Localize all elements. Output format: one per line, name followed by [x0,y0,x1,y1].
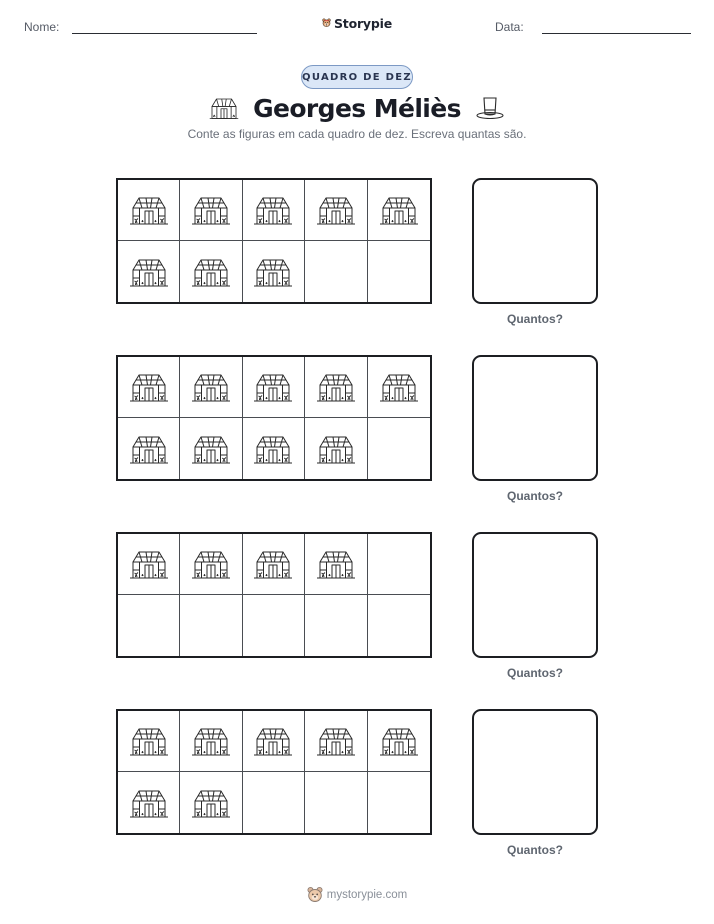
ten-frame-cell-filled [243,180,305,241]
ten-frame-cell-filled [305,180,367,241]
greenhouse-icon [316,724,356,758]
ten-frame-cell-filled [305,534,367,595]
bear-mascot-icon [307,886,323,904]
answer-box-3[interactable] [472,532,598,658]
ten-frame-cell-empty [180,595,242,656]
ten-frame-cell-filled [180,772,242,833]
ten-frame-cell-filled [368,357,430,418]
greenhouse-icon [316,370,356,404]
greenhouse-icon [129,547,169,581]
date-line[interactable] [542,33,691,34]
ten-frame-cell-filled [180,180,242,241]
ten-frame-cell-filled [243,418,305,479]
greenhouse-icon [253,255,293,289]
name-label: Nome: [24,20,60,34]
ten-frame-cell-filled [180,534,242,595]
ten-frame-cell-filled [118,418,180,479]
ten-frame-cell-filled [180,357,242,418]
ten-frame-cell-filled [118,711,180,772]
ten-frame-cell-filled [305,418,367,479]
brand-logo [322,13,392,33]
ten-frame-cell-empty [305,595,367,656]
greenhouse-icon [209,95,239,121]
greenhouse-icon [316,432,356,466]
ten-frame-2 [116,355,432,481]
brand-name: Storypie [334,15,392,31]
answer-prompt-1: Quantos? [507,312,563,326]
ten-frame-cell-filled [118,180,180,241]
greenhouse-icon [129,432,169,466]
greenhouse-icon [129,370,169,404]
answer-box-1[interactable] [472,178,598,304]
date-label: Data: [495,20,524,34]
ten-frame-1 [116,178,432,304]
ten-frame-cell-filled [243,534,305,595]
greenhouse-icon [191,786,231,820]
bear-mascot-icon [322,14,331,32]
ten-frame-4 [116,709,432,835]
greenhouse-icon [253,432,293,466]
greenhouse-icon [316,547,356,581]
ten-frame-cell-empty [305,241,367,302]
ten-frame-cell-filled [180,418,242,479]
ten-frame-cell-empty [243,595,305,656]
ten-frame-cell-empty [305,772,367,833]
ten-frame-cell-empty [368,772,430,833]
page-title: Georges Méliès [253,93,461,123]
answer-prompt-4: Quantos? [507,843,563,857]
greenhouse-icon [253,193,293,227]
greenhouse-icon [129,786,169,820]
worksheet-type-badge: QUADRO DE DEZ [301,65,413,89]
greenhouse-icon [379,370,419,404]
answer-box-2[interactable] [472,355,598,481]
greenhouse-icon [253,370,293,404]
ten-frame-cell-filled [368,711,430,772]
greenhouse-icon [129,255,169,289]
greenhouse-icon [191,432,231,466]
ten-frame-cell-empty [368,534,430,595]
title-row [200,89,514,127]
greenhouse-icon [191,370,231,404]
instructions: Conte as figuras em cada quadro de dez. Escreva quantas são. [187,127,527,141]
name-line[interactable] [72,33,257,34]
greenhouse-icon [379,193,419,227]
greenhouse-icon [129,724,169,758]
greenhouse-icon [191,255,231,289]
ten-frame-cell-filled [118,534,180,595]
greenhouse-icon [191,547,231,581]
ten-frame-cell-filled [368,180,430,241]
ten-frame-cell-filled [305,711,367,772]
ten-frame-cell-filled [243,711,305,772]
ten-frame-cell-filled [305,357,367,418]
ten-frame-cell-filled [118,357,180,418]
greenhouse-icon [316,193,356,227]
ten-frame-cell-empty [368,595,430,656]
ten-frame-cell-empty [118,595,180,656]
ten-frame-3 [116,532,432,658]
greenhouse-icon [253,724,293,758]
footer-url[interactable]: mystorypie.com [326,889,408,901]
ten-frame-cell-filled [243,241,305,302]
ten-frame-cell-empty [243,772,305,833]
greenhouse-icon [379,724,419,758]
answer-prompt-2: Quantos? [507,489,563,503]
footer [300,884,414,906]
greenhouse-icon [253,547,293,581]
greenhouse-icon [129,193,169,227]
ten-frame-cell-empty [368,241,430,302]
greenhouse-icon [191,724,231,758]
answer-box-4[interactable] [472,709,598,835]
ten-frame-cell-filled [118,772,180,833]
top-hat-icon [475,95,505,121]
ten-frame-cell-filled [118,241,180,302]
ten-frame-cell-filled [243,357,305,418]
greenhouse-icon [191,193,231,227]
ten-frame-cell-filled [180,241,242,302]
answer-prompt-3: Quantos? [507,666,563,680]
ten-frame-cell-filled [180,711,242,772]
ten-frame-cell-empty [368,418,430,479]
